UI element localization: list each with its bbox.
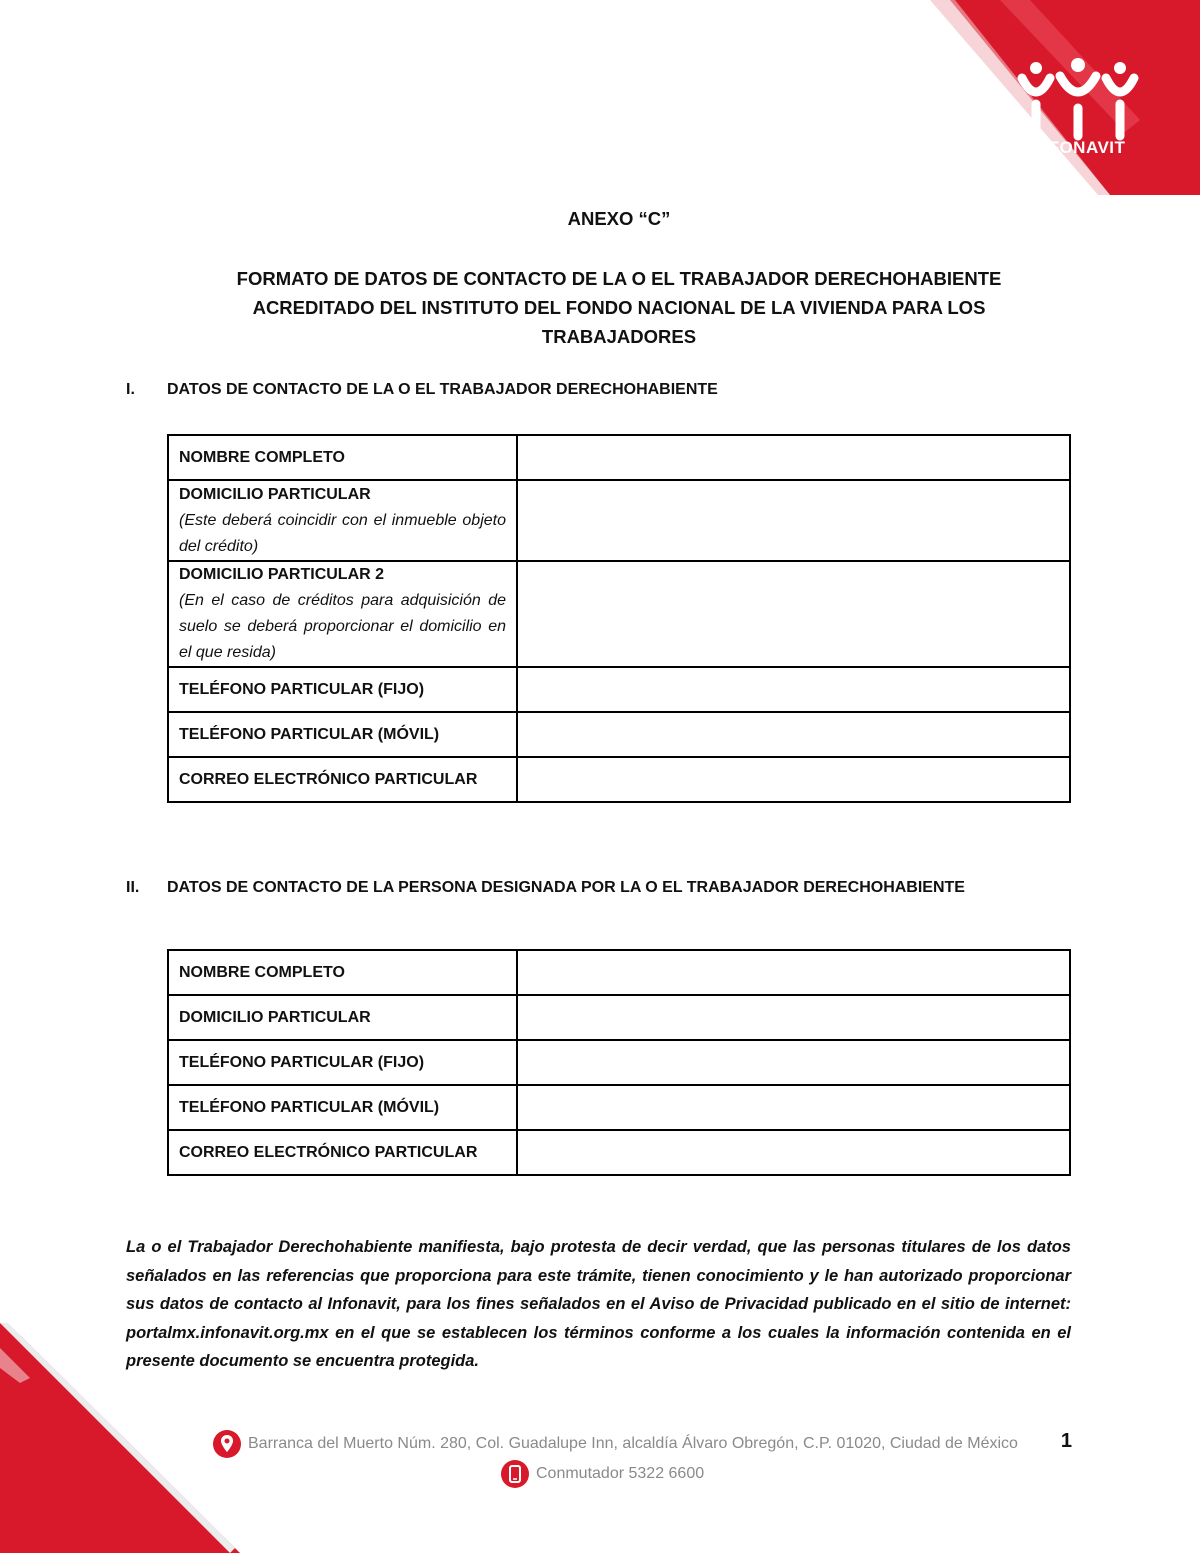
location-pin-icon bbox=[212, 1429, 242, 1459]
table-row bbox=[168, 561, 1070, 667]
section-number: I. bbox=[126, 381, 135, 398]
field-label-cell: TELÉFONO PARTICULAR (MÓVIL) bbox=[168, 712, 517, 757]
field-label-cell: NOMBRE COMPLETO bbox=[168, 435, 517, 480]
footer-address bbox=[212, 1429, 1018, 1459]
mobile-phone-field[interactable] bbox=[517, 712, 1070, 757]
footer-address-text: Barranca del Muerto Núm. 280, Col. Guadalupe Inn, alcaldía Álvaro Obregón, C.P. 01020, Ciudad de México bbox=[248, 1435, 1018, 1452]
field-note: (Este deberá coincidir con el inmueble objeto del crédito) bbox=[179, 511, 506, 555]
annex-title: ANEXO “C” bbox=[567, 208, 671, 229]
section-1-heading bbox=[126, 381, 718, 399]
worker-contact-table bbox=[167, 434, 1071, 803]
designee-full-name-field[interactable] bbox=[517, 950, 1070, 995]
home-address-field[interactable] bbox=[517, 480, 1070, 561]
mobile-phone-icon bbox=[500, 1459, 530, 1489]
declaration-text: La o el Trabajador Derechohabiente manifiesta, bajo protesta de decir verdad, que las personas titulares de los datos señalados en las referencias que proporciona para este trámite, tienen conocimiento y le han autorizado proporcionar sus datos de contacto al Infonavit, para los fines señalados en el Aviso de Privacidad publicado en el sitio de internet: portalmx.infonavit.org.mx en el que se establecen los términos conforme a los cuales la información contenida en el presente documento se encuentra protegida. bbox=[126, 1238, 1071, 1370]
page-number: 1 bbox=[1060, 1430, 1072, 1452]
field-note: (En el caso de créditos para adquisición de suelo se deberá proporcionar el domicilio en el que resida) bbox=[179, 592, 506, 661]
full-name-field[interactable] bbox=[517, 435, 1070, 480]
field-label-cell: DOMICILIO PARTICULAR 2 (En el caso de créditos para adquisición de suelo se deberá proporcionar el domicilio en el que resida) bbox=[168, 561, 517, 667]
section-number: II. bbox=[126, 879, 140, 896]
table-row bbox=[168, 757, 1070, 802]
email-field[interactable] bbox=[517, 757, 1070, 802]
footer-phone bbox=[500, 1459, 704, 1489]
field-label-cell: DOMICILIO PARTICULAR bbox=[168, 995, 517, 1040]
home-address-2-field[interactable] bbox=[517, 561, 1070, 667]
table-row bbox=[168, 435, 1070, 480]
document-title-line: TRABAJADORES bbox=[541, 326, 697, 347]
footer-phone-text: Conmutador 5322 6600 bbox=[536, 1465, 705, 1482]
section-2-heading bbox=[126, 879, 965, 897]
table-row bbox=[168, 712, 1070, 757]
table-row bbox=[168, 950, 1070, 995]
document-title bbox=[0, 264, 1200, 351]
field-label-cell: TELÉFONO PARTICULAR (FIJO) bbox=[168, 1040, 517, 1085]
field-label-cell: CORREO ELECTRÓNICO PARTICULAR bbox=[168, 757, 517, 802]
landline-phone-field[interactable] bbox=[517, 667, 1070, 712]
table-row bbox=[168, 480, 1070, 561]
table-row bbox=[168, 667, 1070, 712]
field-label-cell: TELÉFONO PARTICULAR (MÓVIL) bbox=[168, 1085, 517, 1130]
table-row bbox=[168, 1040, 1070, 1085]
designee-contact-table bbox=[167, 949, 1071, 1176]
designee-address-field[interactable] bbox=[517, 995, 1070, 1040]
table-row bbox=[168, 1130, 1070, 1175]
document-title-line: FORMATO DE DATOS DE CONTACTO DE LA O EL TRABAJADOR DERECHOHABIENTE bbox=[236, 268, 1002, 289]
document-title-line: ACREDITADO DEL INSTITUTO DEL FONDO NACIONAL DE LA VIVIENDA PARA LOS bbox=[252, 297, 986, 318]
section-title: DATOS DE CONTACTO DE LA O EL TRABAJADOR DERECHOHABIENTE bbox=[167, 381, 718, 398]
section-title: DATOS DE CONTACTO DE LA PERSONA DESIGNADA POR LA O EL TRABAJADOR DERECHOHABIENTE bbox=[167, 879, 965, 896]
logo-wordmark: INFONAVIT bbox=[1030, 138, 1126, 157]
table-row bbox=[168, 995, 1070, 1040]
field-label-cell: CORREO ELECTRÓNICO PARTICULAR bbox=[168, 1130, 517, 1175]
field-label-cell: TELÉFONO PARTICULAR (FIJO) bbox=[168, 667, 517, 712]
designee-landline-field[interactable] bbox=[517, 1040, 1070, 1085]
table-row bbox=[168, 1085, 1070, 1130]
field-label-cell: DOMICILIO PARTICULAR (Este deberá coincidir con el inmueble objeto del crédito) bbox=[168, 480, 517, 561]
field-label-cell: NOMBRE COMPLETO bbox=[168, 950, 517, 995]
designee-email-field[interactable] bbox=[517, 1130, 1070, 1175]
designee-mobile-field[interactable] bbox=[517, 1085, 1070, 1130]
